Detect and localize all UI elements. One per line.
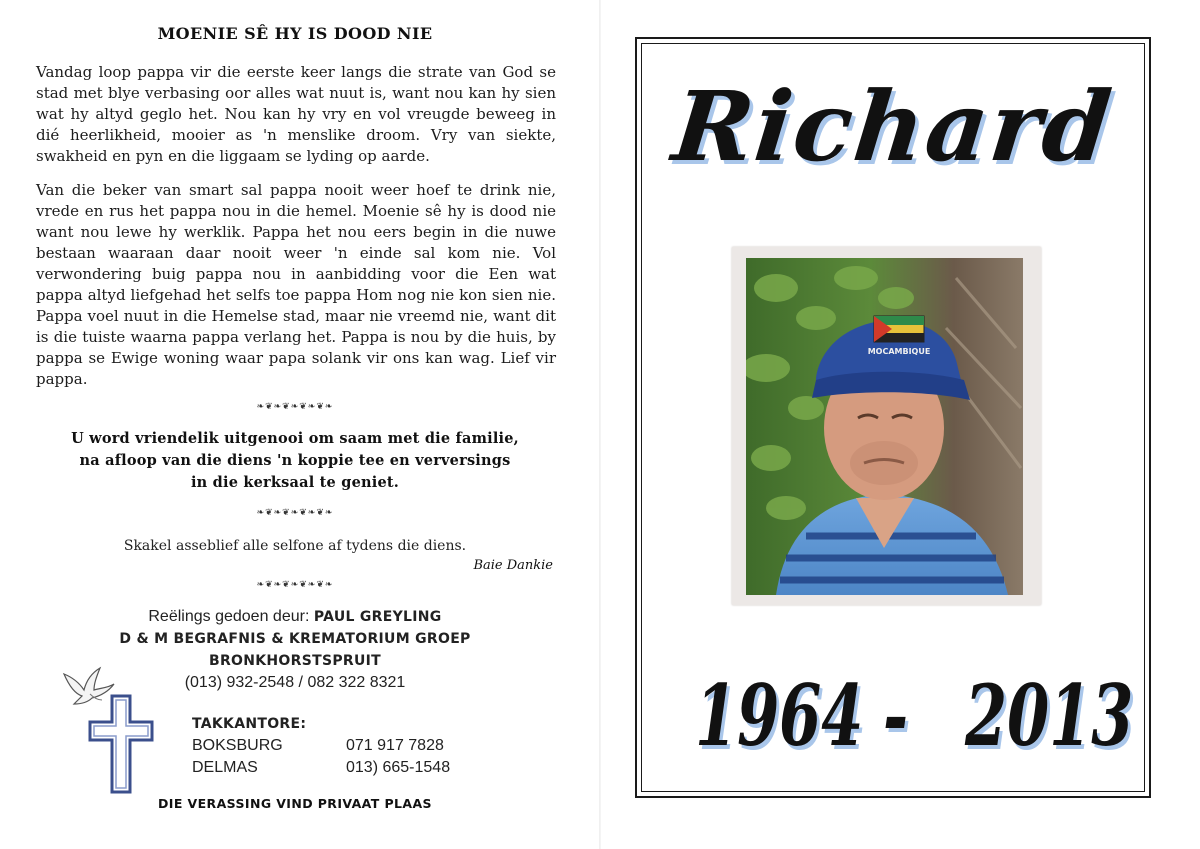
branch-row <box>192 735 450 757</box>
ornament-divider: ❧❦❧❦❧❦❧❦❧ <box>256 580 334 590</box>
cross-icon <box>88 694 154 794</box>
invite-line: U word vriendelik uitgenooi om saam met die familie, <box>71 430 519 447</box>
portrait-image <box>746 258 1023 595</box>
company-phone: (013) 932-2548 / 082 322 8321 <box>184 674 406 691</box>
branch-row <box>192 757 450 779</box>
cap-text: MOCAMBIQUE <box>867 347 931 356</box>
portrait-photo <box>746 258 1023 595</box>
branch-phone: 013) 665-1548 <box>346 759 451 776</box>
arranger-name: PAUL GREYLING <box>313 609 442 625</box>
poem-paragraph-2: Van die beker van smart sal pappa nooit weer hoef te drink nie, vrede en rus het pappa nou in die hemel. Moenie sê hy is dood nie want nou lewe hy werklik. Pappa het nou eers begin in die nuwe bestaan waaraan daar nooit weer 'n einde sal kom nie. Vol verwondering buig pappa nou in aanbidding voor die Een wat pappa altyd liefgehad het selfs toe pappa Hom nog nie kon sien nie. Pappa voel nuut in die Hemelse stad, maar nie vreemd nie, want dit is die tuiste waarna pappa verlang het. Pappa is nou by die huis, by pappa se Ewige woning waar papa solank vir ons kan wag. Lief vir pappa. <box>36 181 556 388</box>
year-dash: - <box>883 666 909 765</box>
poem-heading: MOENIE SÊ HY IS DOOD NIE <box>157 24 433 43</box>
branches-title: TAKKANTORE: <box>192 716 307 732</box>
branch-name: DELMAS <box>192 759 258 776</box>
ornament-divider: ❧❦❧❦❧❦❧❦❧ <box>256 508 334 518</box>
arrangements-prefix: Reëlings gedoen deur: <box>148 608 310 625</box>
company-town: BRONKHORSTSPRUIT <box>209 653 381 669</box>
death-year: 2013 <box>965 666 1134 765</box>
tea-invitation <box>0 428 590 494</box>
ornament-divider: ❧❦❧❦❧❦❧❦❧ <box>256 402 334 412</box>
private-cremation-note: DIE VERASSING VIND PRIVAAT PLAAS <box>158 796 432 811</box>
branch-offices <box>192 716 450 779</box>
branch-name: BOKSBURG <box>192 737 283 754</box>
invite-line: in die kerksaal te geniet. <box>190 474 400 491</box>
birth-year: 1964 <box>695 666 864 765</box>
phones-off-notice: Skakel asseblief alle selfone af tydens die diens. <box>123 538 467 554</box>
deceased-name: Richard <box>667 70 1119 183</box>
funeral-company: D & M BEGRAFNIS & KREMATORIUM GROEP <box>119 631 471 647</box>
invite-line: na afloop van die diens 'n koppie tee en verversings <box>79 452 511 469</box>
poem-paragraph-1: Vandag loop pappa vir die eerste keer langs die strate van God se stad met blye verbasing oor alles wat nuut is, want nou kan hy sien wat hy altyd geglo het. Nou kan hy vry en vol vreugde beweeg in dié heerlikheid, mooier as 'n menslike droom. Vry van siekte, swakheid en pyn en die liggaam se lyding op aarde. <box>36 63 556 165</box>
thank-you-note: Baie Dankie <box>473 558 553 573</box>
branch-phone: 071 917 7828 <box>346 737 444 754</box>
